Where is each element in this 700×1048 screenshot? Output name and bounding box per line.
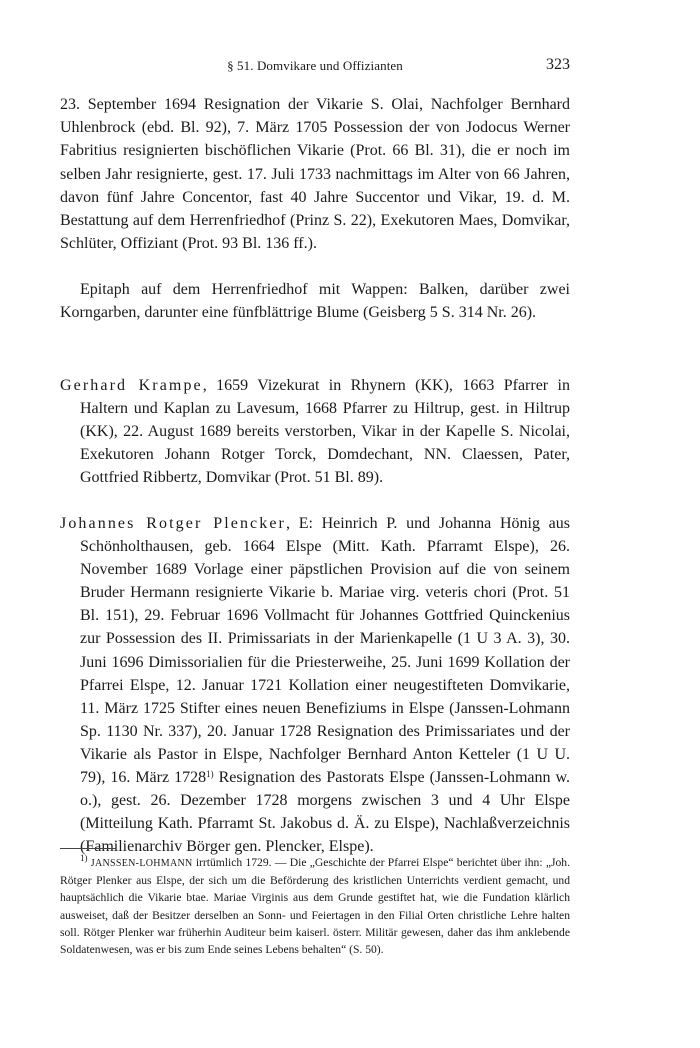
footnote-author: JANSSEN-LOHMANN <box>90 858 193 869</box>
footnote-text: irrtümlich 1729. — Die „Geschichte der Pfarrei Elspe“ berichtet über ihn: „Joh. Rötger Plenker aus Elspe, der sich um die Beförderung des kristlichen Unterrichts verdient gemacht, und hauptsächlich die Vikarie btae. Mariae Virginis aus dem Grunde gestiftet hat, wie die Fundation klärlich ausweiset, daß der Besitzer derselben an Sonn- und Feiertagen in den Filial Orten christliche Lehre halten soll. Rötger Plenker war früherhin Auditeur beim kaiserl. österr. Militär gewesen, daher das ihm anklebende Soldatenwesen, was er bis zum Ende seines Lebens behalten“ (S. 50). <box>60 856 570 957</box>
entry-krampe <box>60 374 570 489</box>
paragraph-text: 23. September 1694 Resignation der Vikarie S. Olai, Nachfolger Bernhard Uhlenbrock (ebd. Bl. 92), 7. März 1705 Possession der von Jodocus Werner Fabritius resignierten bischöflichen Vikarie (Prot. 66 Bl. 31), die er noch im selben Jahr resignierte, gest. 17. Juli 1733 nachmittags im Alter von 66 Jahren, davon fünf Jahre Concentor, fast 40 Jahre Succentor und Vikar, 19. d. M. Bestattung auf dem Herrenfriedhof (Prinz S. 22), Exekutoren Maes, Domvikar, Schlüter, Offiziant (Prot. 93 Bl. 136 ff.). <box>60 96 570 253</box>
continued-paragraph <box>60 93 570 255</box>
footnote <box>60 854 570 958</box>
entry-name: Johannes Rotger Plencker <box>60 515 286 532</box>
page-number: 323 <box>546 56 570 73</box>
paragraph-text: Epitaph auf dem Herrenfriedhof mit Wappen: Balken, darüber zwei Korngarben, darunter eine fünfblättrige Blume (Geisberg 5 S. 314 Nr. 26). <box>60 281 570 322</box>
entry-name: Gerhard Krampe <box>60 377 203 394</box>
footnote-reference: 1) <box>206 769 214 780</box>
entry-text: , 1659 Vizekurat in Rhynern (KK), 1663 Pfarrer in Haltern und Kaplan zu Lavesum, 1668 Pfarrer zu Hiltrup, gest. in Hiltrup (KK), 22. August 1689 bereits verstorben, Vikar in der Kapelle S. Nicolai, Exekutoren Johann Rotger Torck, Domdechant, NN. Claessen, Pater, Gottfried Ribbertz, Domvikar (Prot. 51 Bl. 89). <box>80 377 570 487</box>
epitaph-paragraph <box>60 278 570 324</box>
entry-text: , E: Heinrich P. und Johanna Hönig aus Schönholthausen, geb. 1664 Elspe (Mitt. Kath. Pfarramt Elspe), 26. November 1689 Vorlage einer päpstlichen Provision auf die von seinem Bruder Hermann resignierte Vikarie b. Mariae virg. veteris chori (Prot. 51 Bl. 151), 29. Februar 1696 Vollmacht für Johannes Gottfried Quinckenius zur Possession des II. Primissariats in der Marienkapelle (1 U 3 A. 3), 30. Juni 1696 Dimissorialien für die Priesterweihe, 25. Juni 1699 Kollation der Pfarrei Elspe, 12. Januar 1721 Kollation einer neugestifteten Domvikarie, 11. März 1725 Stifter eines neuen Benefiziums in Elspe (Janssen-Lohmann Sp. 1130 Nr. 337), 20. Januar 1728 Resignation des Primissariates und der Vikarie als Pastor in Elspe, Nachfolger Bernhard Anton Ketteler (1 U U. 79), 16. März 1728 <box>80 515 570 787</box>
running-title: § 51. Domvikare und Offizianten <box>227 58 403 73</box>
entry-plencker <box>60 512 570 858</box>
running-head <box>60 56 570 80</box>
footnote-mark: 1) <box>80 853 88 863</box>
entry-text: Resignation des Pastorats Elspe (Janssen-Lohmann w. o.), gest. 26. Dezember 1728 morgens zwischen 3 und 4 Uhr Elspe (Mitteilung Kath. Pfarramt St. Jakobus d. Ä. zu Elspe), Nachlaßverzeichnis (Familienarchiv Börger gen. Plencker, Elspe). <box>80 769 570 856</box>
footnote-rule <box>60 848 116 849</box>
